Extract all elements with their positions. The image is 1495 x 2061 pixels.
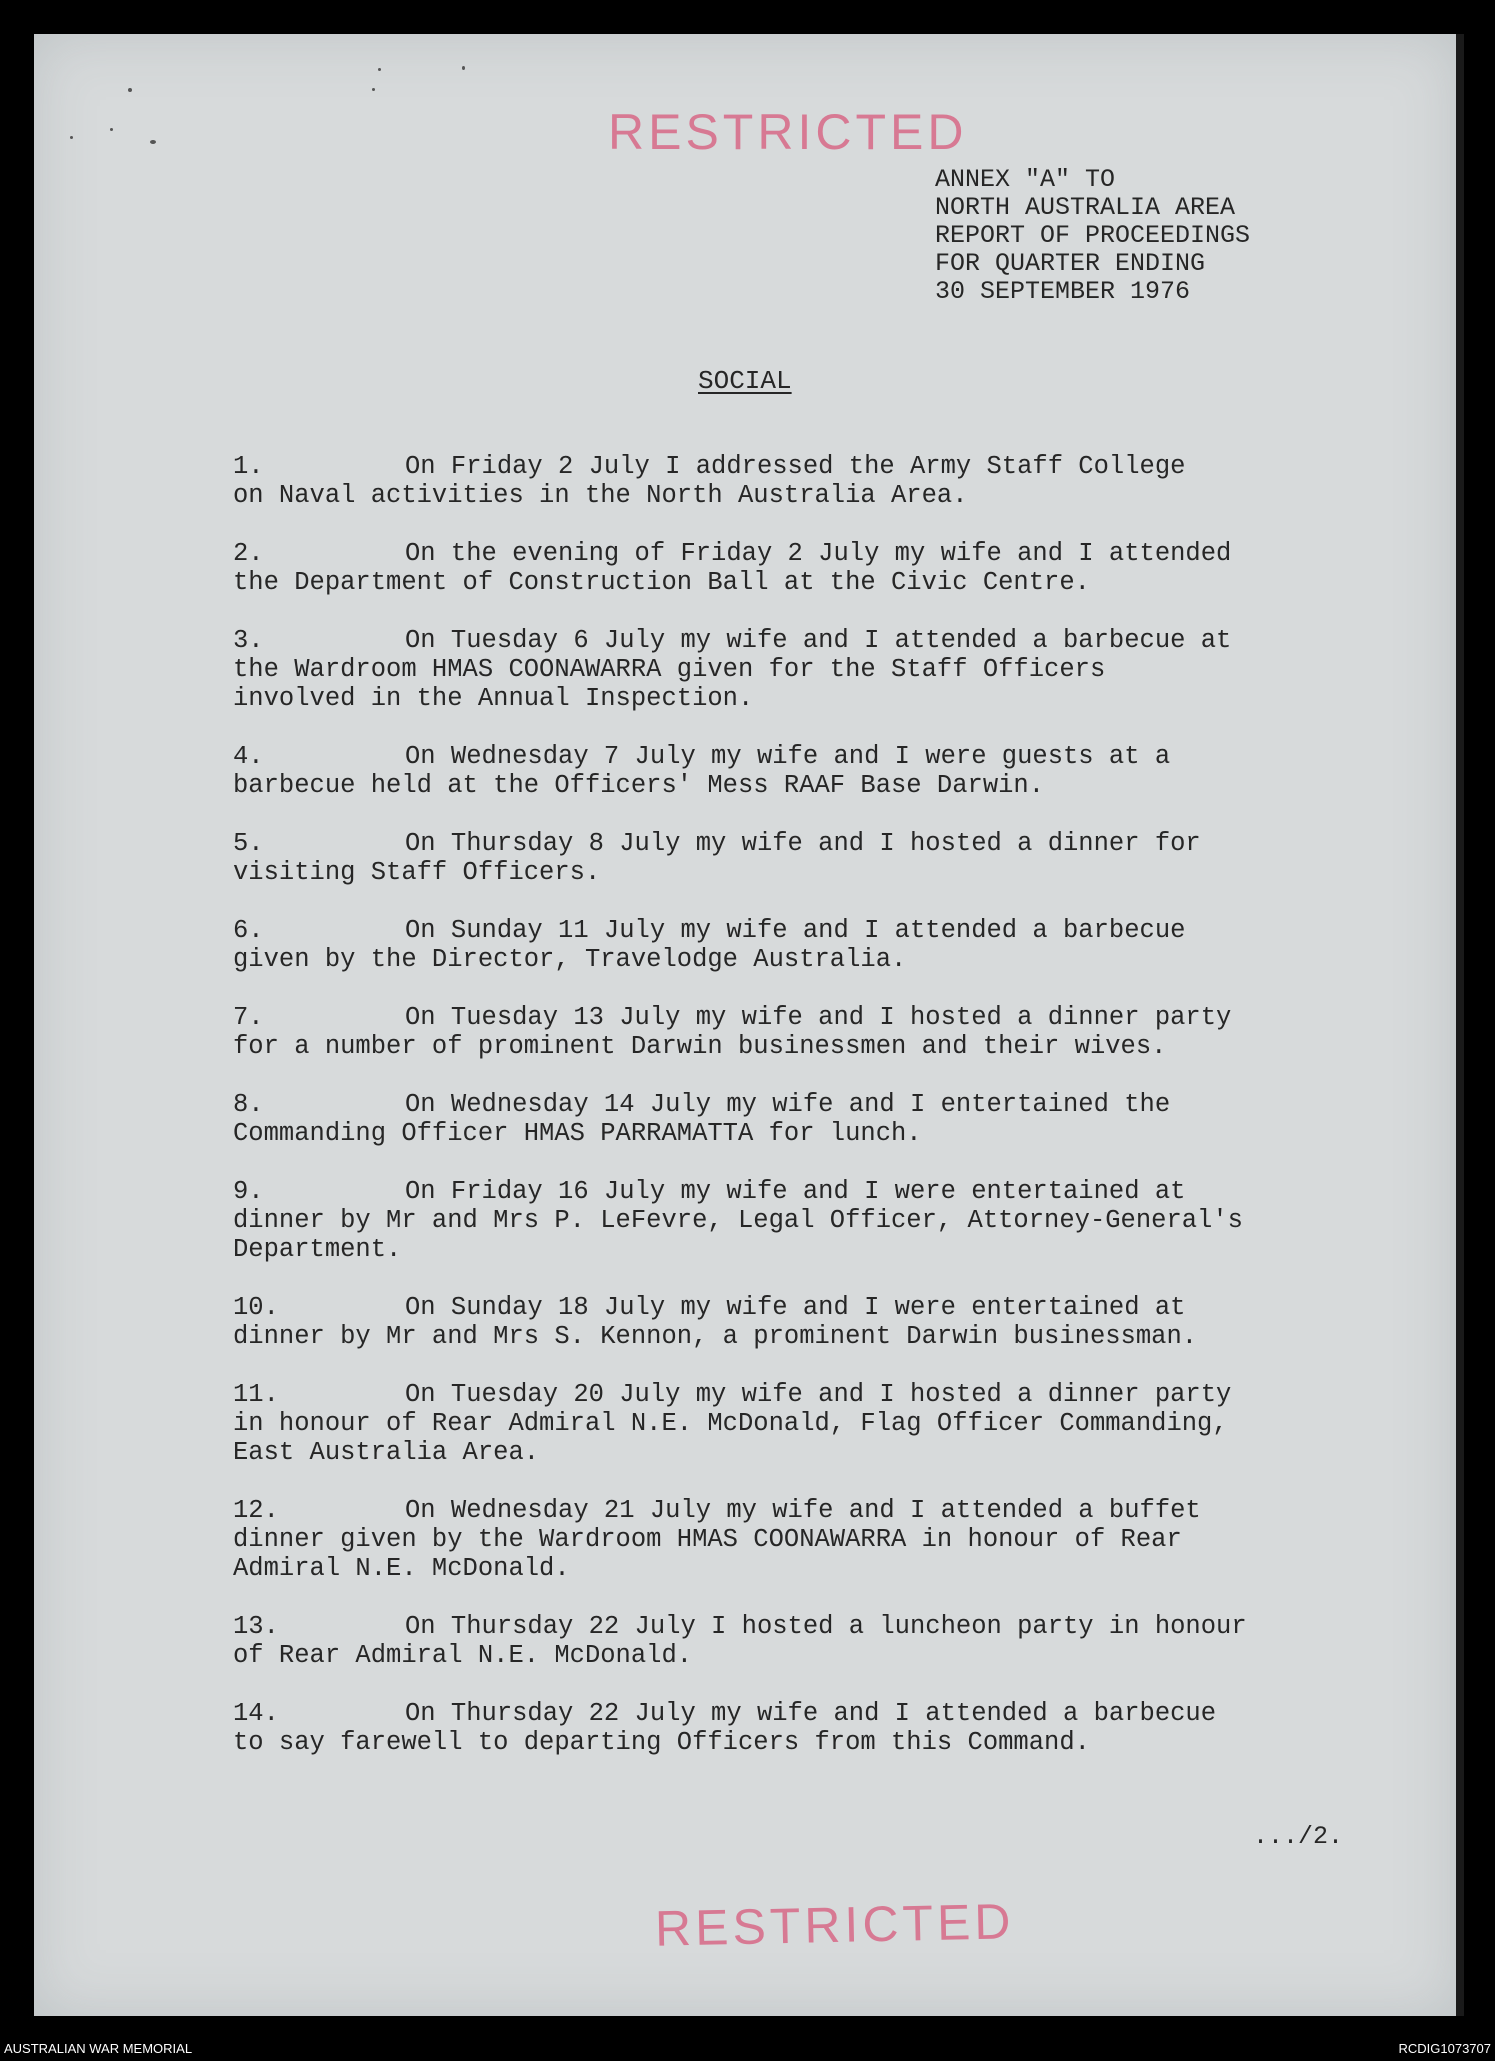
paragraph-number: 7. xyxy=(233,1003,264,1032)
paragraph-line xyxy=(233,655,1393,684)
paragraph-text: On Thursday 22 July my wife and I attended a barbecue xyxy=(405,1699,1217,1728)
paragraph-line xyxy=(233,829,1393,858)
paragraph-line xyxy=(233,1003,1393,1032)
page-edge-shadow xyxy=(1456,34,1464,2016)
paragraph-line xyxy=(233,1206,1393,1235)
paragraph-line xyxy=(233,1177,1393,1206)
paragraph-text: of Rear Admiral N.E. McDonald. xyxy=(233,1641,693,1670)
paragraph-text: On Thursday 22 July I hosted a luncheon party in honour xyxy=(405,1612,1247,1641)
archive-reference-id: RCDIG1073707 xyxy=(1398,2041,1491,2056)
paragraph-line xyxy=(233,1293,1393,1322)
paragraph-line xyxy=(233,481,1393,510)
paragraph-text: On Tuesday 20 July my wife and I hosted a dinner party xyxy=(405,1380,1232,1409)
paragraph-text: East Australia Area. xyxy=(233,1438,540,1467)
paragraph-number: 6. xyxy=(233,916,264,945)
paragraph-text: On Wednesday 7 July my wife and I were guests at a xyxy=(405,742,1171,771)
paragraph-number: 13. xyxy=(233,1612,279,1641)
paragraph-text: Commanding Officer HMAS PARRAMATTA for lunch. xyxy=(233,1119,922,1148)
paragraph-line xyxy=(233,1525,1393,1554)
paper-speck xyxy=(378,68,381,71)
paper-speck xyxy=(128,88,132,92)
paragraph-text: visiting Staff Officers. xyxy=(233,858,601,887)
paragraph-text: On Wednesday 14 July my wife and I entertained the xyxy=(405,1090,1171,1119)
paragraph-10 xyxy=(233,1293,1393,1351)
paragraph-text: On Sunday 18 July my wife and I were entertained at xyxy=(405,1293,1186,1322)
paragraph-line xyxy=(233,568,1393,597)
paragraph-text: to say farewell to departing Officers from this Command. xyxy=(233,1728,1090,1757)
paragraph-number: 12. xyxy=(233,1496,279,1525)
paragraph-number: 4. xyxy=(233,742,264,771)
paper-speck xyxy=(110,128,113,131)
paragraph-text: dinner by Mr and Mrs P. LeFevre, Legal Officer, Attorney-General's xyxy=(233,1206,1243,1235)
annex-line: ANNEX "A" TO xyxy=(935,165,1116,194)
paragraph-4 xyxy=(233,742,1393,800)
paragraph-text: On Tuesday 6 July my wife and I attended a barbecue at xyxy=(405,626,1232,655)
paragraph-line xyxy=(233,771,1393,800)
paragraph-1 xyxy=(233,452,1393,510)
paragraph-number: 5. xyxy=(233,829,264,858)
annex-line: REPORT OF PROCEEDINGS xyxy=(935,221,1251,250)
paper-speck xyxy=(372,88,375,91)
paragraph-line xyxy=(233,1554,1393,1583)
paragraph-line xyxy=(233,1641,1393,1670)
paragraph-text: for a number of prominent Darwin businessmen and their wives. xyxy=(233,1032,1167,1061)
paragraph-line xyxy=(233,916,1393,945)
paragraph-3 xyxy=(233,626,1393,713)
paragraph-line xyxy=(233,1496,1393,1525)
annex-line: NORTH AUSTRALIA AREA xyxy=(935,193,1236,222)
paragraph-line xyxy=(233,945,1393,974)
paragraph-text: On Sunday 11 July my wife and I attended a barbecue xyxy=(405,916,1186,945)
paragraph-13 xyxy=(233,1612,1393,1670)
annex-reference xyxy=(935,166,1250,306)
paragraph-text: dinner given by the Wardroom HMAS COONAWARRA in honour of Rear xyxy=(233,1525,1182,1554)
paragraph-line xyxy=(233,1380,1393,1409)
paragraph-text: On Wednesday 21 July my wife and I attended a buffet xyxy=(405,1496,1201,1525)
paragraph-7 xyxy=(233,1003,1393,1061)
paragraph-line xyxy=(233,742,1393,771)
paragraph-line xyxy=(233,1409,1393,1438)
paragraph-line xyxy=(233,452,1393,481)
paragraph-text: On Thursday 8 July my wife and I hosted a dinner for xyxy=(405,829,1201,858)
paper-speck xyxy=(150,140,156,144)
paragraph-text: in honour of Rear Admiral N.E. McDonald, Flag Officer Commanding, xyxy=(233,1409,1228,1438)
paragraph-text: On Friday 2 July I addressed the Army Staff College xyxy=(405,452,1186,481)
section-heading: SOCIAL xyxy=(698,366,792,396)
annex-line: FOR QUARTER ENDING xyxy=(935,249,1206,278)
paper-speck xyxy=(70,136,73,139)
paragraph-9 xyxy=(233,1177,1393,1264)
paragraph-line xyxy=(233,1612,1393,1641)
paragraph-6 xyxy=(233,916,1393,974)
paragraph-text: On the evening of Friday 2 July my wife and I attended xyxy=(405,539,1232,568)
paragraph-number: 8. xyxy=(233,1090,264,1119)
paragraph-11 xyxy=(233,1380,1393,1467)
paragraph-text: On Tuesday 13 July my wife and I hosted a dinner party xyxy=(405,1003,1232,1032)
paragraph-line xyxy=(233,1438,1393,1467)
paragraph-text: the Department of Construction Ball at the Civic Centre. xyxy=(233,568,1090,597)
paper-speck xyxy=(462,66,465,70)
paragraph-number: 1. xyxy=(233,452,264,481)
paragraph-text: the Wardroom HMAS COONAWARRA given for the Staff Officers xyxy=(233,655,1106,684)
paragraph-text: on Naval activities in the North Australia Area. xyxy=(233,481,968,510)
restricted-stamp-bottom: RESTRICTED xyxy=(654,1893,1016,1957)
paragraph-line xyxy=(233,1699,1393,1728)
paragraph-line xyxy=(233,1032,1393,1061)
paragraph-text: Admiral N.E. McDonald. xyxy=(233,1554,570,1583)
paragraph-number: 14. xyxy=(233,1699,279,1728)
paragraph-12 xyxy=(233,1496,1393,1583)
paragraph-text: given by the Director, Travelodge Australia. xyxy=(233,945,907,974)
archive-credit: AUSTRALIAN WAR MEMORIAL xyxy=(4,2041,193,2056)
paragraph-text: On Friday 16 July my wife and I were entertained at xyxy=(405,1177,1186,1206)
paragraph-2 xyxy=(233,539,1393,597)
paragraph-number: 2. xyxy=(233,539,264,568)
paragraph-text: involved in the Annual Inspection. xyxy=(233,684,754,713)
paragraph-line xyxy=(233,626,1393,655)
annex-line: 30 SEPTEMBER 1976 xyxy=(935,277,1191,306)
restricted-stamp-top: RESTRICTED xyxy=(608,104,968,160)
paragraph-number: 3. xyxy=(233,626,264,655)
paragraph-line xyxy=(233,1090,1393,1119)
paragraph-text: dinner by Mr and Mrs S. Kennon, a prominent Darwin businessman. xyxy=(233,1322,1198,1351)
paragraph-text: Department. xyxy=(233,1235,402,1264)
paragraph-line xyxy=(233,539,1393,568)
paragraph-text: barbecue held at the Officers' Mess RAAF Base Darwin. xyxy=(233,771,1045,800)
paragraph-line xyxy=(233,1119,1393,1148)
paragraph-line xyxy=(233,1728,1393,1757)
page-continuation-marker: .../2. xyxy=(1253,1822,1344,1851)
paragraph-number: 10. xyxy=(233,1293,279,1322)
paragraph-number: 9. xyxy=(233,1177,264,1206)
paragraph-line xyxy=(233,1235,1393,1264)
paragraph-5 xyxy=(233,829,1393,887)
paragraph-line xyxy=(233,858,1393,887)
paragraph-8 xyxy=(233,1090,1393,1148)
paragraph-number: 11. xyxy=(233,1380,279,1409)
paragraph-line xyxy=(233,1322,1393,1351)
paragraph-14 xyxy=(233,1699,1393,1757)
paragraph-line xyxy=(233,684,1393,713)
